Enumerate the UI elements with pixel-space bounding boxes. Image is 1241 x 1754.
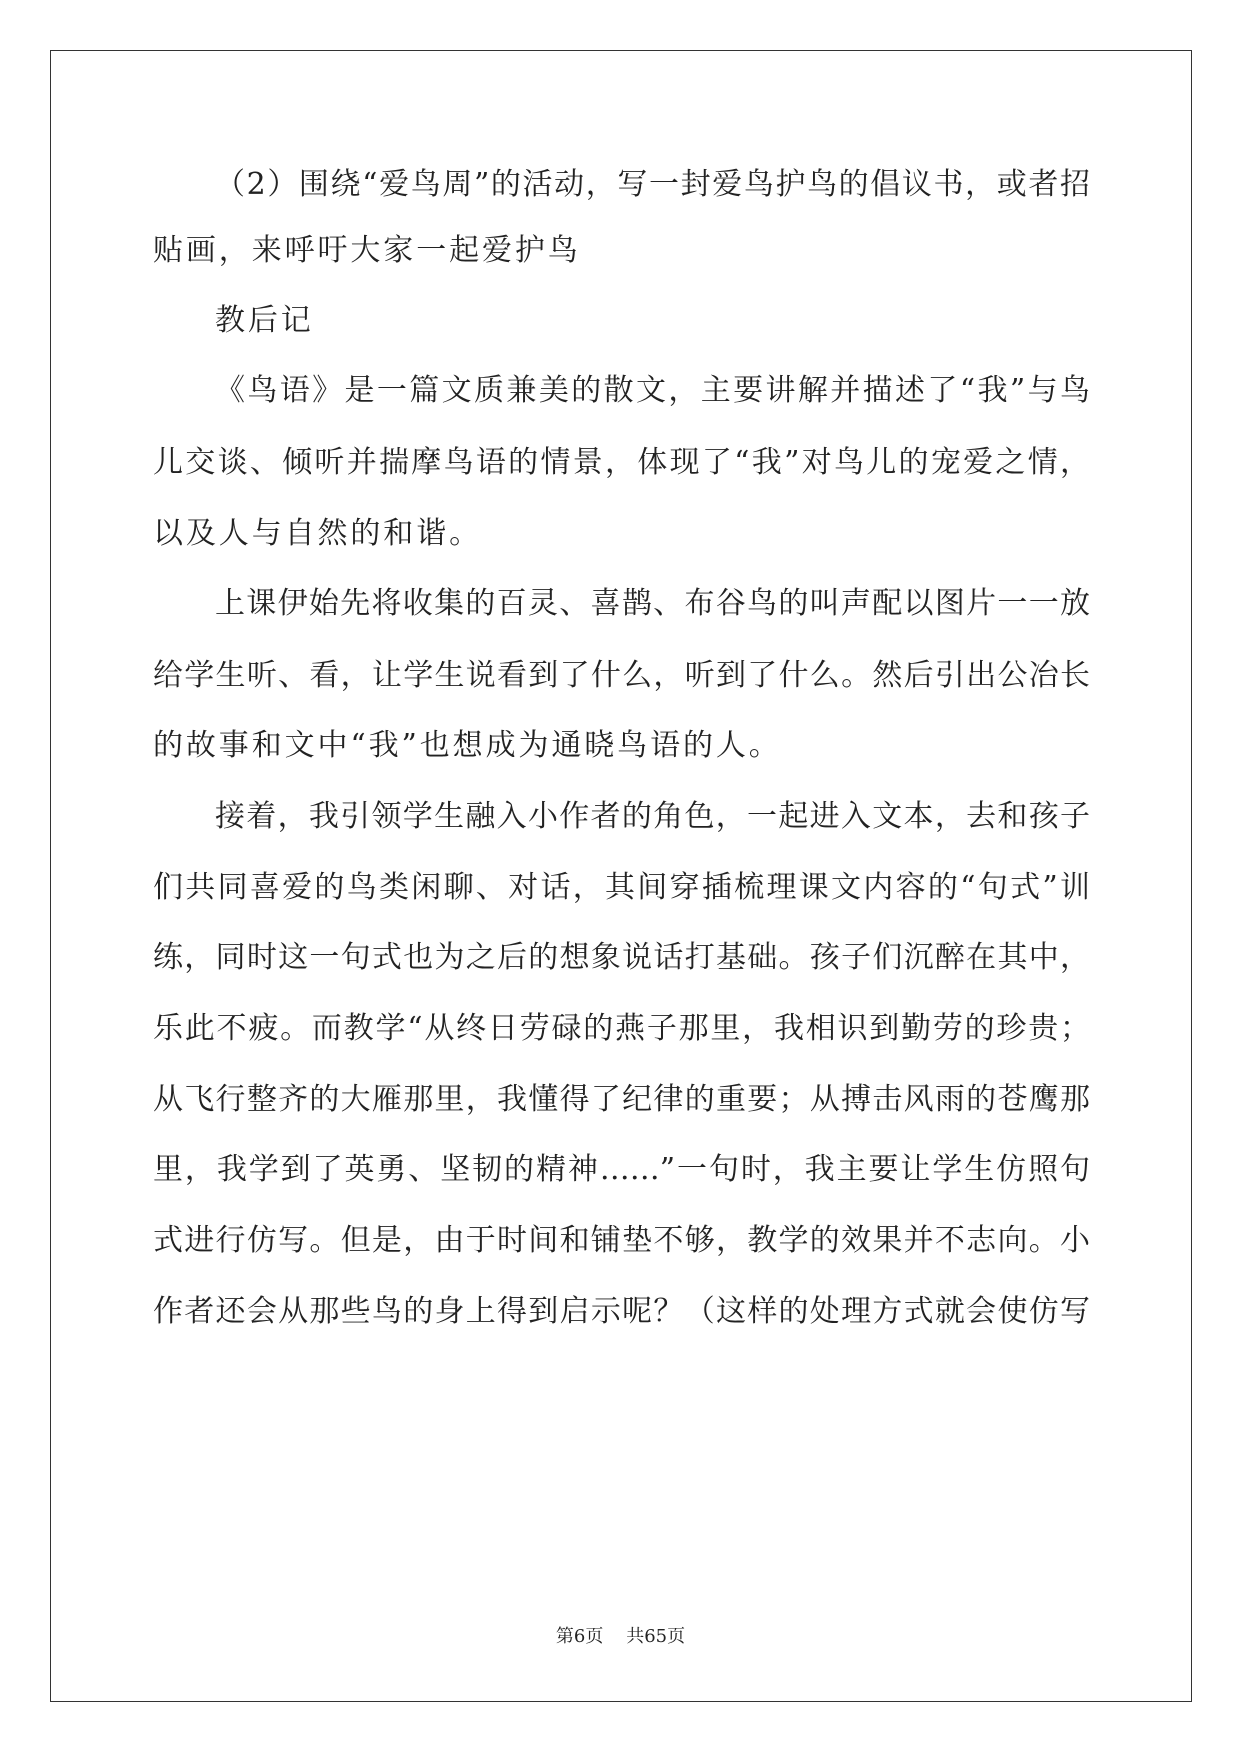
footer-page-prefix: 第 bbox=[555, 1626, 574, 1647]
footer-total-suffix: 页 bbox=[667, 1626, 686, 1647]
paragraph-line: 从飞行整齐的大雁那里，我懂得了纪律的重要；从搏击风雨的苍鹰那 bbox=[153, 1082, 1090, 1117]
paragraph-line: 给学生听、看，让学生说看到了什么，听到了什么。然后引出公冶长 bbox=[153, 658, 1090, 693]
paragraph-line: 练，同时这一句式也为之后的想象说话打基础。孩子们沉醉在其中， bbox=[153, 940, 1090, 975]
paragraph-line: 儿交谈、倾听并揣摩鸟语的情景，体现了“我”对鸟儿的宠爱之情， bbox=[153, 445, 1090, 480]
paragraph-line: 上课伊始先将收集的百灵、喜鹊、布谷鸟的叫声配以图片一一放 bbox=[215, 586, 1090, 621]
paragraph-line: 乐此不疲。而教学“从终日劳碌的燕子那里，我相识到勤劳的珍贵； bbox=[153, 1011, 1090, 1046]
paragraph-line: 接着，我引领学生融入小作者的角色，一起进入文本，去和孩子 bbox=[215, 799, 1090, 834]
paragraph-line: 《鸟语》是一篇文质兼美的散文，主要讲解并描述了“我”与鸟 bbox=[215, 373, 1090, 408]
paragraph-line: 以及人与自然的和谐。 bbox=[153, 516, 482, 551]
paragraph-line: （2）围绕“爱鸟周”的活动，写一封爱鸟护鸟的倡议书，或者招 bbox=[215, 167, 1090, 202]
paragraph-line: 贴画，来呼吁大家一起爱护鸟 bbox=[153, 233, 581, 268]
section-heading: 教后记 bbox=[215, 303, 314, 338]
footer-total-pages: 65 bbox=[644, 1626, 668, 1647]
footer-page-suffix: 页 bbox=[585, 1626, 604, 1647]
footer-page-number: 6 bbox=[573, 1626, 586, 1647]
footer-total-prefix: 共 bbox=[626, 1626, 645, 1647]
paragraph-line: 的故事和文中“我”也想成为通晓鸟语的人。 bbox=[153, 728, 782, 763]
paragraph-line: 们共同喜爱的鸟类闲聊、对话，其间穿插梳理课文内容的“句式”训 bbox=[153, 870, 1090, 905]
page-footer bbox=[0, 1625, 1241, 1649]
paragraph-line: 作者还会从那些鸟的身上得到启示呢？（这样的处理方式就会使仿写 bbox=[153, 1294, 1090, 1329]
paragraph-line: 里，我学到了英勇、坚韧的精神……”一句时，我主要让学生仿照句 bbox=[153, 1152, 1090, 1187]
paragraph-line: 式进行仿写。但是，由于时间和铺垫不够，教学的效果并不志向。小 bbox=[153, 1223, 1090, 1258]
